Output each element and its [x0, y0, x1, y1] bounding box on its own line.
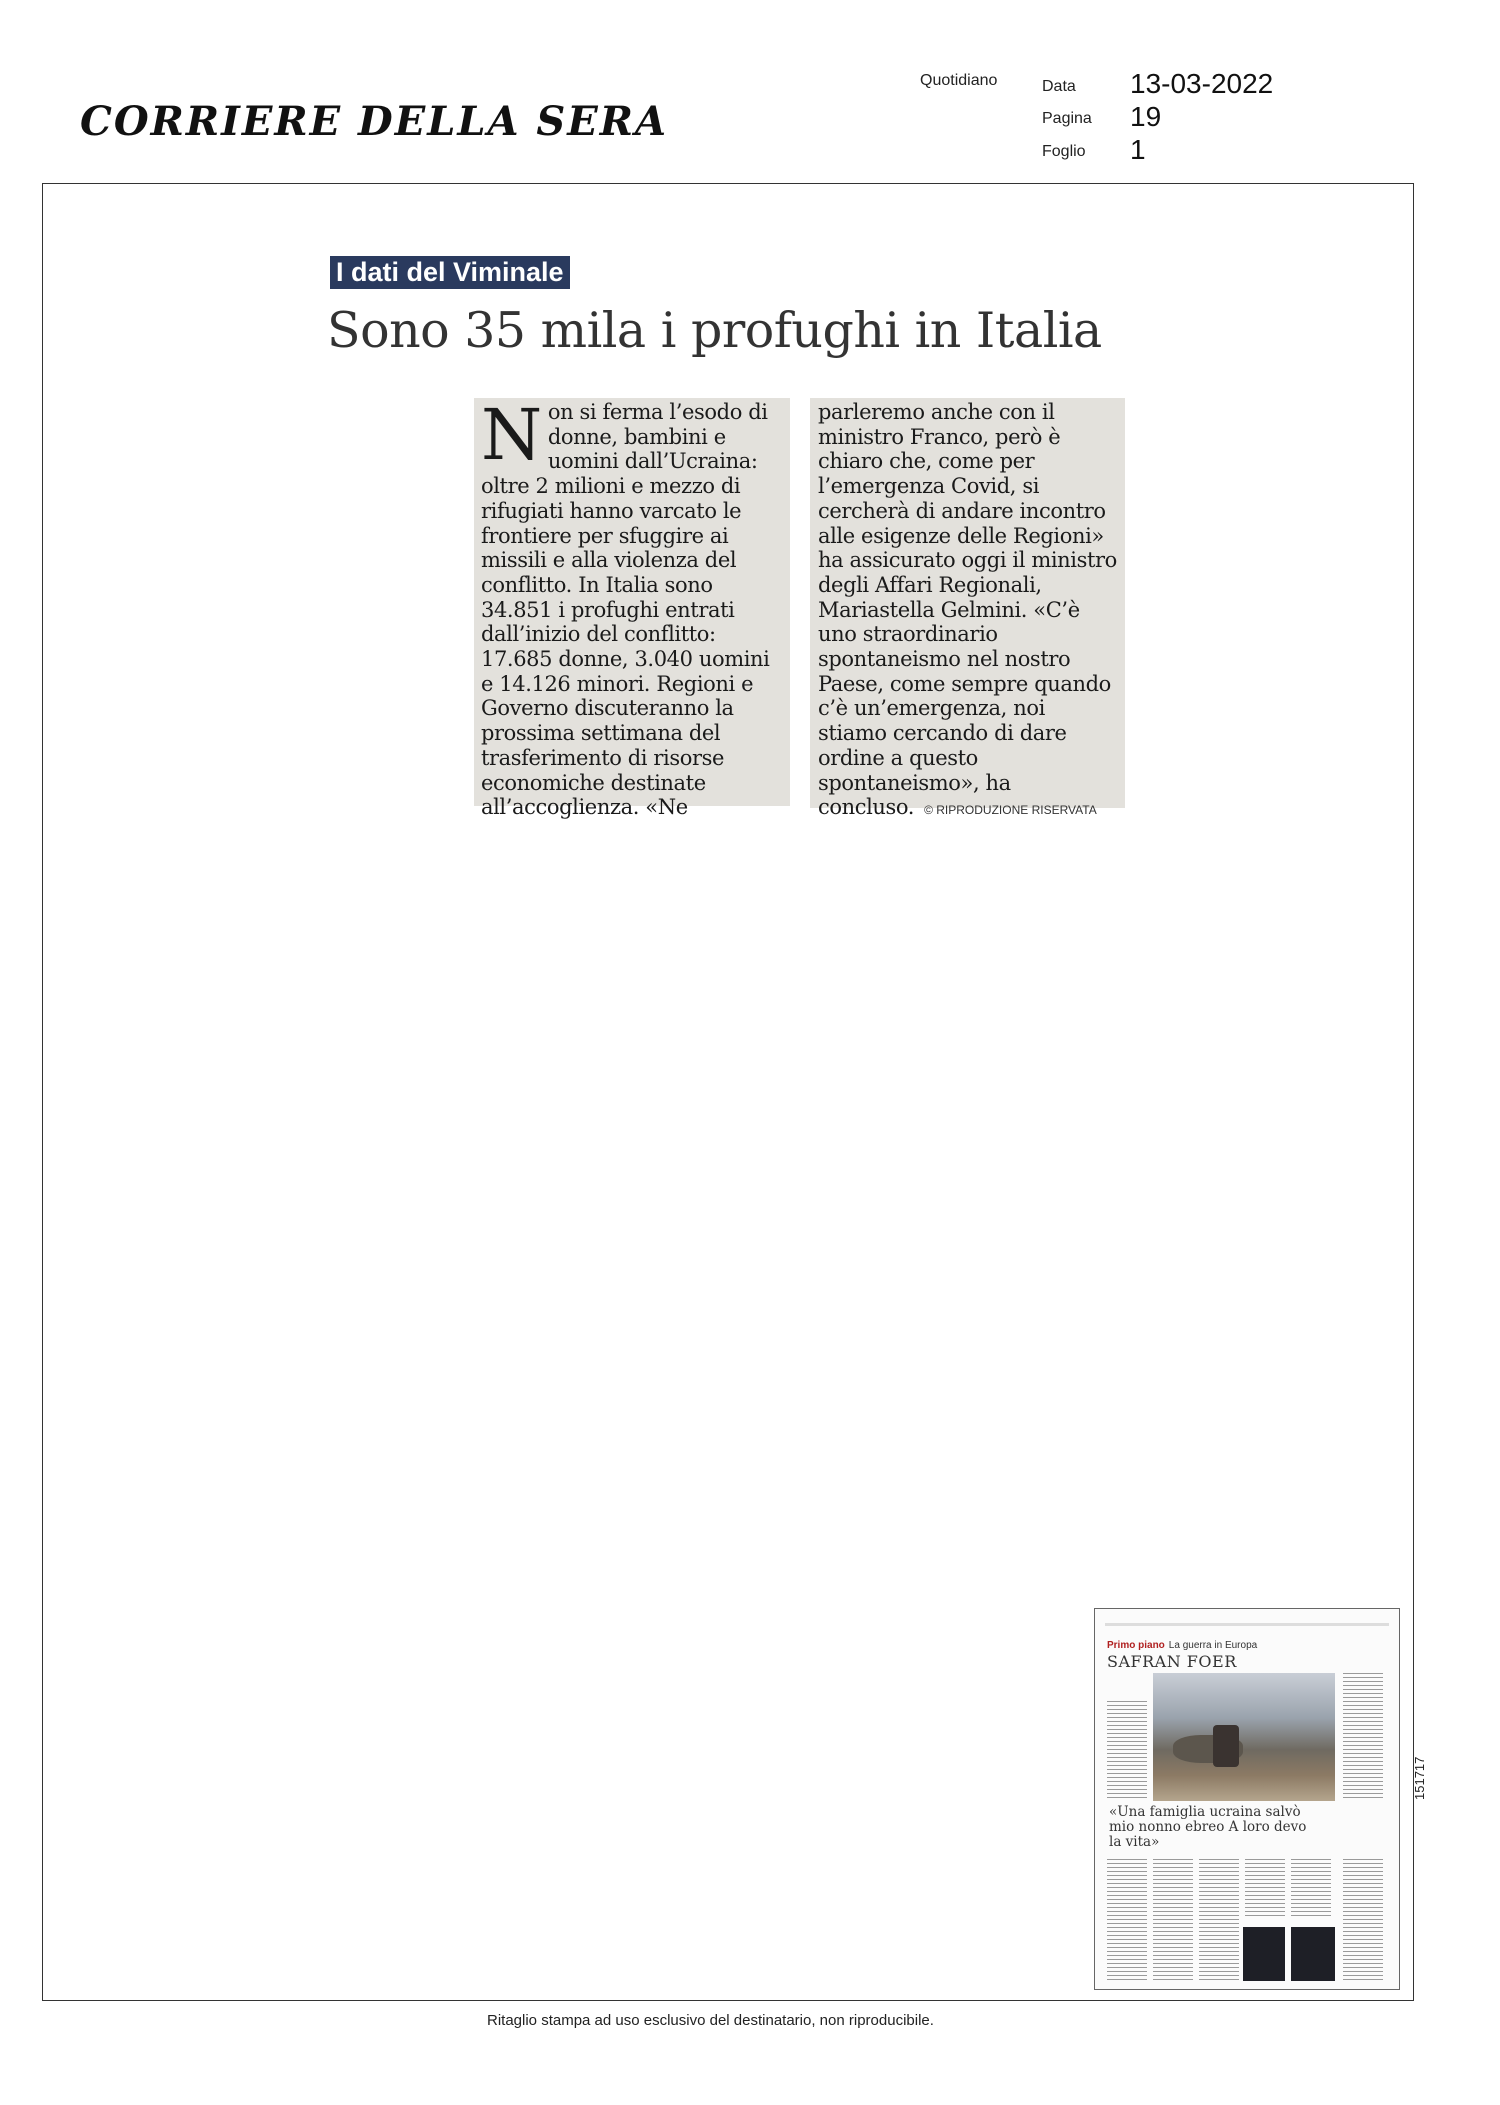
- column-1-text: on si ferma l’esodo di donne, bambini e uomini dall’Ucraina: oltre 2 milioni e mezzo di rifugiati hanno varcato le frontiere per sfuggire ai missili e alla violenza del conflitto. In Italia sono 34.851 i profughi entrati dall’inizio del conflitto: 17.685 donne, 3.040 uomini e 14.126 minori. Regioni e Governo discuteranno la prossima settimana del trasferimento di risorse economiche destinate all’accoglienza. «Ne: [481, 400, 770, 820]
- article-column-1: [474, 394, 790, 820]
- thumbnail-section-label: Primo piano: [1107, 1640, 1165, 1651]
- thumbnail-text-column: [1153, 1859, 1193, 1981]
- sheet-value: 1: [1130, 134, 1146, 165]
- thumbnail-dark-box: [1291, 1927, 1335, 1981]
- drop-cap: N: [481, 394, 542, 476]
- thumbnail-section: [1107, 1640, 1257, 1651]
- thumbnail-text-column: [1107, 1859, 1147, 1981]
- thumbnail-text-column: [1291, 1859, 1331, 1919]
- article-kicker: I dati del Viminale: [330, 256, 570, 289]
- page-label: Pagina: [1042, 110, 1092, 127]
- rights-notice: © RIPRODUZIONE RISERVATA: [924, 803, 1097, 818]
- thumbnail-text-column: [1245, 1859, 1285, 1919]
- side-code: 151717: [1412, 1756, 1427, 1800]
- thumbnail-section-sub: La guerra in Europa: [1168, 1640, 1258, 1651]
- page-value: 19: [1130, 101, 1162, 132]
- masthead-logo: CORRIERE DELLA SERA: [80, 98, 669, 145]
- thumbnail-photo: [1153, 1673, 1335, 1801]
- article-column-2: [810, 398, 1125, 820]
- date-label: Data: [1042, 78, 1076, 95]
- date-value: 13-03-2022: [1130, 68, 1274, 99]
- thumbnail-text-column: [1199, 1859, 1239, 1981]
- column-2-text: parleremo anche con il ministro Franco, però è chiaro che, come per l’emergenza Covid, si cercherà di andare incontro alle esigenze delle Regioni» ha assicurato oggi il ministro degli Affari Regionali, Mariastella Gelmini. «C’è uno straordinario spontaneismo nel nostro Paese, come sempre quando c’è un’emergenza, noi stiamo cercando di dare ordine a questo spontaneismo», ha concluso.: [818, 400, 1117, 820]
- sheet-label: Foglio: [1042, 143, 1086, 160]
- thumbnail-text-column: [1343, 1673, 1383, 1801]
- thumbnail-text-column: [1343, 1859, 1383, 1981]
- footer-disclaimer: Ritaglio stampa ad uso esclusivo del destinatario, non riproducibile.: [487, 2012, 934, 2029]
- page-thumbnail: [1094, 1608, 1400, 1990]
- publication-type: Quotidiano: [920, 72, 998, 89]
- thumbnail-photo-figure: [1213, 1725, 1239, 1767]
- thumbnail-author: SAFRAN FOER: [1107, 1652, 1237, 1671]
- thumbnail-header-bar: [1105, 1623, 1389, 1626]
- thumbnail-quote: «Una famiglia ucraina salvò mio nonno ebreo A loro devo la vita»: [1109, 1804, 1307, 1850]
- thumbnail-text-column: [1107, 1701, 1147, 1801]
- thumbnail-dark-box: [1243, 1927, 1285, 1981]
- article-headline: Sono 35 mila i profughi in Italia: [327, 302, 1102, 359]
